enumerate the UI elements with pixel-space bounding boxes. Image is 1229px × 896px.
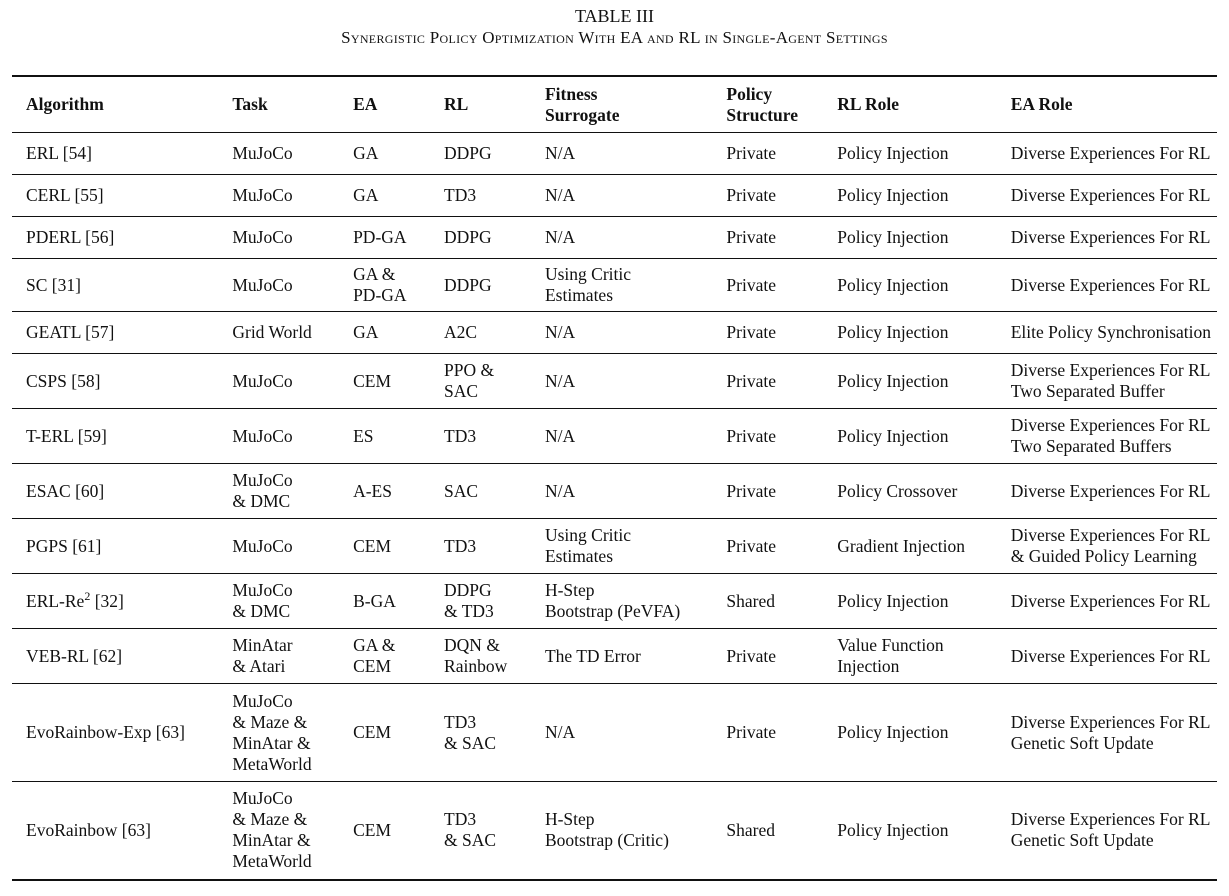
cell-ea bbox=[339, 574, 430, 629]
cell-line: N/A bbox=[544, 425, 576, 446]
table-row bbox=[12, 259, 1217, 312]
cell-line: Private bbox=[726, 227, 776, 247]
cell-line: & TD3 bbox=[444, 601, 494, 621]
cell-rl bbox=[430, 409, 531, 464]
cell-line: N/A bbox=[544, 370, 576, 391]
cell-line: Using Critic bbox=[544, 264, 632, 284]
cell-line: RL bbox=[444, 94, 469, 114]
cell-ea-role bbox=[997, 312, 1217, 354]
cell-fitness-surrogate bbox=[531, 133, 712, 175]
cell-line: GA & bbox=[353, 635, 396, 655]
cell-task bbox=[218, 684, 339, 782]
cell-line: MuJoCo bbox=[232, 274, 293, 295]
cell-line: Injection bbox=[837, 656, 900, 676]
cell-line: T-ERL [59] bbox=[26, 425, 107, 446]
cell-line: DQN & bbox=[444, 635, 500, 655]
cell-task bbox=[218, 629, 339, 684]
cell-line: GA bbox=[353, 322, 379, 342]
cell-ea bbox=[339, 133, 430, 175]
cell-rl bbox=[430, 684, 531, 782]
cell-fitness-surrogate bbox=[531, 259, 712, 312]
header-rl bbox=[430, 76, 531, 133]
cell-line: Private bbox=[726, 425, 776, 446]
cell-ea bbox=[339, 354, 430, 409]
cell-fitness-surrogate bbox=[531, 519, 712, 574]
cell-policy-structure bbox=[712, 312, 823, 354]
cell-line: CERL [55] bbox=[26, 185, 104, 205]
cell-line: Policy Injection bbox=[837, 722, 949, 742]
cell-line: EA Role bbox=[1010, 94, 1073, 114]
cell-line: PGPS [61] bbox=[26, 535, 102, 556]
cell-ea-role bbox=[997, 217, 1217, 259]
cell-line: Gradient Injection bbox=[837, 535, 966, 556]
cell-algorithm bbox=[12, 133, 218, 175]
cell-line: Diverse Experiences For RL bbox=[1010, 185, 1211, 205]
cell-line: MuJoCo bbox=[232, 580, 293, 600]
cell-line: MuJoCo bbox=[232, 425, 293, 446]
cell-rl bbox=[430, 782, 531, 880]
cell-line: Diverse Experiences For RL bbox=[1010, 525, 1211, 545]
cell-ea bbox=[339, 409, 430, 464]
cell-algorithm bbox=[12, 629, 218, 684]
cell-ea bbox=[339, 629, 430, 684]
header-task bbox=[218, 76, 339, 133]
cell-line: GA & bbox=[353, 264, 396, 284]
cell-line: CSPS [58] bbox=[26, 370, 101, 391]
table-caption bbox=[0, 0, 1229, 48]
cell-line: Diverse Experiences For RL bbox=[1010, 227, 1211, 247]
cell-line: EvoRainbow-Exp [63] bbox=[26, 722, 185, 742]
cell-line: SAC bbox=[444, 480, 479, 501]
table-row bbox=[12, 409, 1217, 464]
cell-policy-structure bbox=[712, 782, 823, 880]
cell-line: CEM bbox=[353, 370, 392, 391]
cell-rl-role bbox=[823, 464, 997, 519]
cell-line: VEB-RL [62] bbox=[26, 645, 123, 666]
cell-ea bbox=[339, 519, 430, 574]
cell-algorithm bbox=[12, 684, 218, 782]
cell-line: N/A bbox=[544, 322, 576, 342]
table-row bbox=[12, 133, 1217, 175]
cell-rl bbox=[430, 312, 531, 354]
cell-line: Private bbox=[726, 370, 776, 391]
cell-ea-role bbox=[997, 354, 1217, 409]
cell-line: Policy Injection bbox=[837, 425, 949, 446]
cell-rl-role bbox=[823, 519, 997, 574]
cell-ea-role bbox=[997, 684, 1217, 782]
cell-line: PPO & bbox=[444, 360, 495, 380]
cell-line: CEM bbox=[353, 535, 392, 556]
cell-fitness-surrogate bbox=[531, 312, 712, 354]
cell-line: DDPG bbox=[444, 274, 492, 295]
cell-algorithm bbox=[12, 409, 218, 464]
cell-line: Private bbox=[726, 722, 776, 742]
cell-line: Genetic Soft Update bbox=[1010, 830, 1154, 851]
cell-line: N/A bbox=[544, 143, 576, 163]
cell-line: H-Step bbox=[544, 580, 595, 600]
cell-ea-role bbox=[997, 519, 1217, 574]
cell-task bbox=[218, 259, 339, 312]
cell-line: Value Function bbox=[837, 635, 944, 655]
cell-line: Task bbox=[232, 94, 268, 114]
cell-line: A2C bbox=[444, 322, 478, 342]
table-row bbox=[12, 574, 1217, 629]
cell-line: Bootstrap (PeVFA) bbox=[544, 601, 681, 621]
cell-policy-structure bbox=[712, 175, 823, 217]
cell-line: Private bbox=[726, 322, 776, 342]
cell-fitness-surrogate bbox=[531, 629, 712, 684]
cell-line: Diverse Experiences For RL bbox=[1010, 645, 1211, 666]
table-title: Synergistic Policy Optimization With EA and RL in Single-Agent Settings bbox=[341, 28, 888, 47]
cell-line: EvoRainbow [63] bbox=[26, 819, 151, 840]
table-row bbox=[12, 312, 1217, 354]
cell-policy-structure bbox=[712, 354, 823, 409]
cell-line: Diverse Experiences For RL bbox=[1010, 143, 1211, 163]
cell-policy-structure bbox=[712, 259, 823, 312]
header-policy-structure bbox=[712, 76, 823, 133]
cell-line: RL Role bbox=[837, 94, 899, 114]
cell-line: MetaWorld bbox=[232, 753, 312, 774]
cell-line: MuJoCo bbox=[232, 788, 293, 809]
cell-policy-structure bbox=[712, 133, 823, 175]
cell-line: GA bbox=[353, 185, 379, 205]
cell-line: Diverse Experiences For RL bbox=[1010, 590, 1211, 611]
cell-algorithm bbox=[12, 574, 218, 629]
cell-line: Private bbox=[726, 274, 776, 295]
cell-task bbox=[218, 782, 339, 880]
table-row bbox=[12, 464, 1217, 519]
table-number: TABLE III bbox=[574, 6, 655, 26]
cell-line: Policy Injection bbox=[837, 274, 949, 295]
cell-line: & SAC bbox=[444, 830, 497, 851]
cell-rl bbox=[430, 175, 531, 217]
cell-ea-role bbox=[997, 259, 1217, 312]
cell-rl bbox=[430, 259, 531, 312]
cell-algorithm bbox=[12, 175, 218, 217]
header-ea-role bbox=[997, 76, 1217, 133]
cell-line: Diverse Experiences For RL bbox=[1010, 711, 1211, 732]
cell-task bbox=[218, 217, 339, 259]
cell-rl-role bbox=[823, 133, 997, 175]
cell-line: Estimates bbox=[544, 285, 614, 305]
cell-fitness-surrogate bbox=[531, 409, 712, 464]
cell-ea-role bbox=[997, 464, 1217, 519]
table-row bbox=[12, 217, 1217, 259]
cell-fitness-surrogate bbox=[531, 574, 712, 629]
cell-line: MuJoCo bbox=[232, 370, 293, 391]
cell-rl-role bbox=[823, 259, 997, 312]
cell-algorithm bbox=[12, 259, 218, 312]
cell-line: MuJoCo bbox=[232, 143, 293, 163]
cell-line: & Guided Policy Learning bbox=[1010, 546, 1197, 566]
cell-policy-structure bbox=[712, 574, 823, 629]
cell-line: Two Separated Buffers bbox=[1010, 436, 1172, 456]
cell-line: Shared bbox=[726, 819, 775, 840]
cell-fitness-surrogate bbox=[531, 217, 712, 259]
cell-fitness-surrogate bbox=[531, 354, 712, 409]
cell-line: Diverse Experiences For RL bbox=[1010, 360, 1211, 380]
cell-line: Policy bbox=[726, 83, 773, 104]
cell-line: Policy Injection bbox=[837, 819, 949, 840]
cell-line: MinAtar & bbox=[232, 830, 311, 851]
cell-line: Policy Crossover bbox=[837, 480, 958, 501]
header-rl-role bbox=[823, 76, 997, 133]
cell-line: Fitness bbox=[544, 83, 598, 104]
cell-line: & Atari bbox=[232, 656, 286, 676]
cell-line: MinAtar bbox=[232, 635, 293, 655]
cell-algorithm bbox=[12, 519, 218, 574]
cell-line: CEM bbox=[353, 722, 392, 742]
cell-rl-role bbox=[823, 782, 997, 880]
cell-line: DDPG bbox=[444, 143, 492, 163]
cell-line: Surrogate bbox=[544, 104, 620, 125]
cell-line: SC [31] bbox=[26, 274, 81, 295]
cell-task bbox=[218, 175, 339, 217]
cell-line: & SAC bbox=[444, 732, 497, 753]
cell-line: DDPG bbox=[444, 227, 492, 247]
reference: [32] bbox=[90, 590, 124, 611]
cell-rl bbox=[430, 133, 531, 175]
cell-task bbox=[218, 464, 339, 519]
superscript: 2 bbox=[84, 588, 91, 603]
cell-ea bbox=[339, 464, 430, 519]
cell-line: Bootstrap (Critic) bbox=[544, 830, 669, 851]
cell-line: ES bbox=[353, 425, 374, 446]
cell-ea bbox=[339, 259, 430, 312]
cell-line: TD3 bbox=[444, 185, 477, 205]
cell-rl bbox=[430, 217, 531, 259]
cell-line: MuJoCo bbox=[232, 535, 293, 556]
cell-line: MuJoCo bbox=[232, 227, 293, 247]
cell-fitness-surrogate bbox=[531, 464, 712, 519]
cell-line: Private bbox=[726, 143, 776, 163]
cell-line: & DMC bbox=[232, 491, 291, 511]
algorithm-name: ERL-Re bbox=[26, 590, 85, 611]
cell-rl-role bbox=[823, 629, 997, 684]
cell-line: Estimates bbox=[544, 546, 614, 566]
cell-task bbox=[218, 519, 339, 574]
cell-line: TD3 bbox=[444, 535, 477, 556]
cell-task bbox=[218, 409, 339, 464]
cell-line: MinAtar & bbox=[232, 732, 311, 753]
cell-ea-role bbox=[997, 629, 1217, 684]
cell-rl-role bbox=[823, 312, 997, 354]
table-row bbox=[12, 782, 1217, 880]
table-row bbox=[12, 354, 1217, 409]
cell-line: Diverse Experiences For RL bbox=[1010, 415, 1211, 435]
cell-line: N/A bbox=[544, 480, 576, 501]
cell-algorithm bbox=[12, 782, 218, 880]
cell-line: Structure bbox=[726, 104, 798, 125]
cell-line: SAC bbox=[444, 381, 479, 401]
cell-fitness-surrogate bbox=[531, 684, 712, 782]
cell-line: CEM bbox=[353, 819, 392, 840]
cell-line: B-GA bbox=[353, 590, 396, 611]
cell-line: CEM bbox=[353, 656, 392, 676]
cell-line: PDERL [56] bbox=[26, 227, 115, 247]
cell-line: N/A bbox=[544, 722, 576, 742]
cell-line: Rainbow bbox=[444, 656, 508, 676]
cell-ea bbox=[339, 217, 430, 259]
cell-fitness-surrogate bbox=[531, 175, 712, 217]
cell-policy-structure bbox=[712, 464, 823, 519]
table-row bbox=[12, 175, 1217, 217]
cell-line: & Maze & bbox=[232, 711, 308, 732]
cell-line: Policy Injection bbox=[837, 322, 949, 342]
cell-line: Diverse Experiences For RL bbox=[1010, 480, 1211, 501]
cell-ea-role bbox=[997, 409, 1217, 464]
cell-line: Policy Injection bbox=[837, 590, 949, 611]
cell-rl bbox=[430, 354, 531, 409]
cell-line: Private bbox=[726, 535, 776, 556]
cell-line: Diverse Experiences For RL bbox=[1010, 274, 1211, 295]
cell-rl-role bbox=[823, 217, 997, 259]
cell-line: Private bbox=[726, 185, 776, 205]
cell-line: Policy Injection bbox=[837, 227, 949, 247]
cell-line: Algorithm bbox=[26, 94, 104, 114]
cell-line: Grid World bbox=[232, 322, 312, 342]
cell-ea-role bbox=[997, 133, 1217, 175]
cell-rl-role bbox=[823, 354, 997, 409]
cell-line: TD3 bbox=[444, 425, 477, 446]
cell-rl bbox=[430, 629, 531, 684]
cell-line: A-ES bbox=[353, 480, 392, 501]
cell-rl bbox=[430, 574, 531, 629]
header-fitness-surrogate bbox=[531, 76, 712, 133]
cell-line: ESAC [60] bbox=[26, 480, 105, 501]
cell-ea-role bbox=[997, 782, 1217, 880]
cell-line: Shared bbox=[726, 590, 775, 611]
cell-policy-structure bbox=[712, 629, 823, 684]
cell-ea-role bbox=[997, 175, 1217, 217]
cell-line: Using Critic bbox=[544, 525, 632, 545]
header-row bbox=[12, 76, 1217, 133]
cell-line: Private bbox=[726, 480, 776, 501]
cell-ea bbox=[339, 312, 430, 354]
cell-line: & Maze & bbox=[232, 809, 308, 830]
cell-line: Elite Policy Synchronisation bbox=[1010, 322, 1211, 342]
cell-rl-role bbox=[823, 409, 997, 464]
cell-line: ERL [54] bbox=[26, 143, 92, 163]
cell-rl bbox=[430, 519, 531, 574]
cell-task bbox=[218, 133, 339, 175]
cell-policy-structure bbox=[712, 409, 823, 464]
table-row bbox=[12, 519, 1217, 574]
cell-line: MuJoCo bbox=[232, 185, 293, 205]
cell-line: GA bbox=[353, 143, 379, 163]
cell-line: TD3 bbox=[444, 711, 477, 732]
cell-line: MuJoCo bbox=[232, 470, 293, 490]
cell-line: PD-GA bbox=[353, 285, 407, 305]
cell-rl-role bbox=[823, 684, 997, 782]
cell-algorithm bbox=[12, 464, 218, 519]
cell-line: TD3 bbox=[444, 809, 477, 830]
table-row bbox=[12, 684, 1217, 782]
cell-line: Policy Injection bbox=[837, 370, 949, 391]
cell-policy-structure bbox=[712, 684, 823, 782]
cell-line: MetaWorld bbox=[232, 851, 312, 872]
cell-line: DDPG bbox=[444, 580, 492, 600]
table-body bbox=[12, 133, 1217, 880]
cell-line: The TD Error bbox=[544, 645, 641, 666]
cell-policy-structure bbox=[712, 217, 823, 259]
cell-policy-structure bbox=[712, 519, 823, 574]
cell-task bbox=[218, 354, 339, 409]
cell-line: Policy Injection bbox=[837, 143, 949, 163]
header-algorithm bbox=[12, 76, 218, 133]
cell-line: Genetic Soft Update bbox=[1010, 732, 1154, 753]
cell-ea bbox=[339, 782, 430, 880]
cell-line: H-Step bbox=[544, 809, 595, 830]
table-row bbox=[12, 629, 1217, 684]
cell-line: PD-GA bbox=[353, 227, 407, 247]
cell-line: Policy Injection bbox=[837, 185, 949, 205]
cell-ea-role bbox=[997, 574, 1217, 629]
cell-line: Diverse Experiences For RL bbox=[1010, 809, 1211, 830]
cell-line: GEATL [57] bbox=[26, 322, 115, 342]
results-table bbox=[12, 75, 1217, 881]
cell-rl-role bbox=[823, 574, 997, 629]
cell-algorithm bbox=[12, 354, 218, 409]
cell-algorithm bbox=[12, 217, 218, 259]
cell-ea bbox=[339, 684, 430, 782]
cell-line: N/A bbox=[544, 185, 576, 205]
cell-task bbox=[218, 312, 339, 354]
cell-line: Two Separated Buffer bbox=[1010, 381, 1165, 401]
header-ea bbox=[339, 76, 430, 133]
cell-rl bbox=[430, 464, 531, 519]
cell-line: Private bbox=[726, 645, 776, 666]
cell-line: & DMC bbox=[232, 601, 291, 621]
cell-line: MuJoCo bbox=[232, 690, 293, 711]
cell-ea bbox=[339, 175, 430, 217]
cell-line: EA bbox=[353, 94, 378, 114]
cell-rl-role bbox=[823, 175, 997, 217]
cell-line: N/A bbox=[544, 227, 576, 247]
cell-algorithm bbox=[12, 312, 218, 354]
cell-task bbox=[218, 574, 339, 629]
cell-fitness-surrogate bbox=[531, 782, 712, 880]
